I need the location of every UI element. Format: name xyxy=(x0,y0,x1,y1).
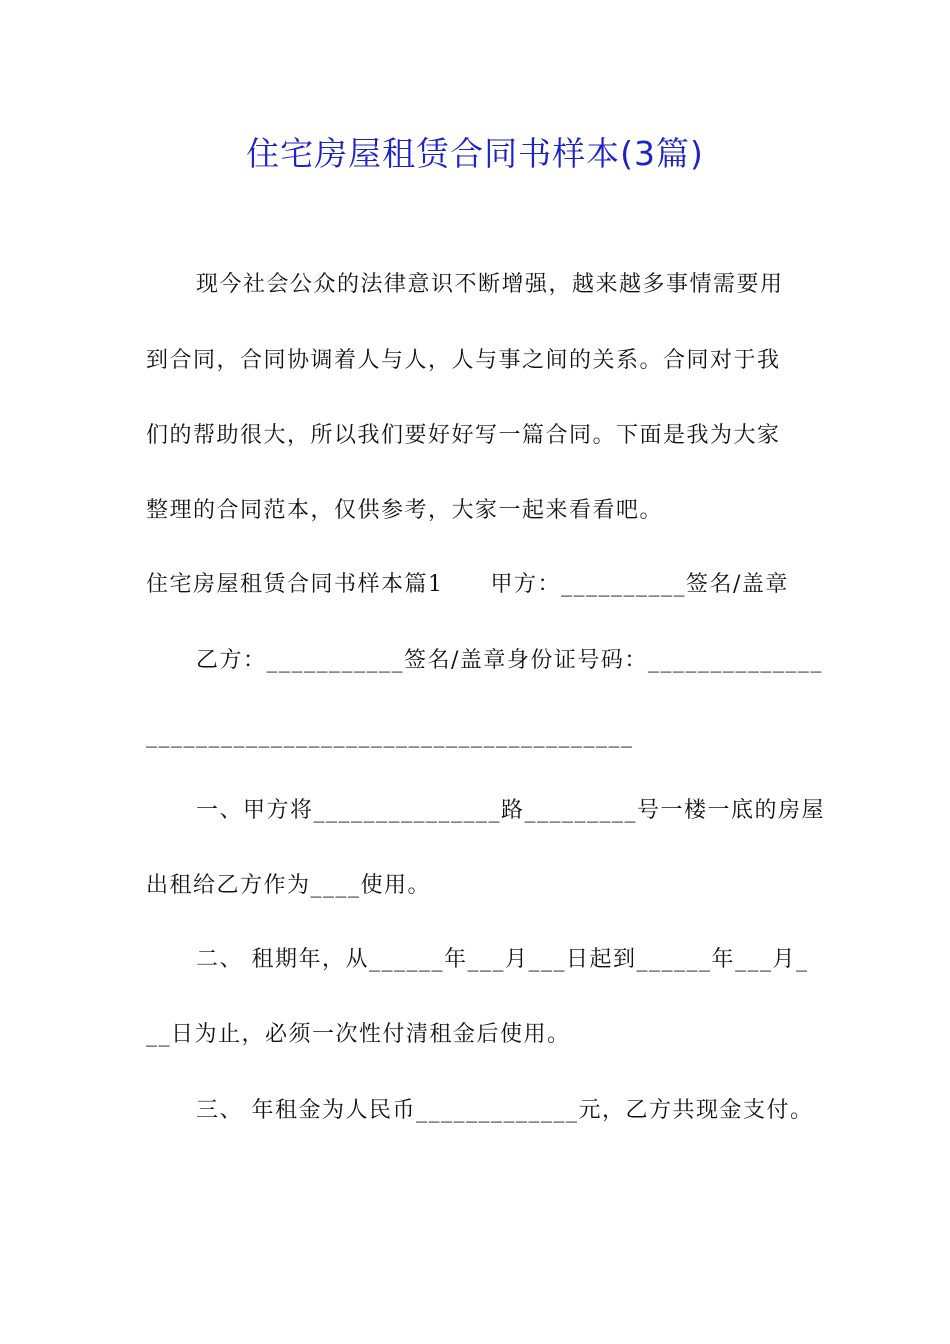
party-b-line: 乙方：___________签名/盖章身份证号码：______________ xyxy=(196,648,823,673)
clause-1-line-2: 出租给乙方作为____使用。 xyxy=(146,873,432,898)
clause-1-line-1: 一、甲方将_______________路_________号一楼一底的房屋 xyxy=(196,798,826,823)
intro-line-2: 到合同，合同协调着人与人，人与事之间的关系。合同对于我 xyxy=(146,348,781,373)
intro-line-4: 整理的合同范本，仅供参考，大家一起来看看吧。 xyxy=(146,498,664,523)
clause-3-line-1: 三、 年租金为人民币_____________元，乙方共现金支付。 xyxy=(196,1098,814,1123)
intro-line-1: 现今社会公众的法律意识不断增强，越来越多事情需要用 xyxy=(196,272,784,297)
clause-2-line-1: 二、 租期年，从______年___月___日起到______年___月_ xyxy=(196,947,809,972)
clause-2-line-2: __日为止，必须一次性付清租金后使用。 xyxy=(146,1022,571,1047)
intro-line-3: 们的帮助很大，所以我们要好好写一篇合同。下面是我为大家 xyxy=(146,423,781,448)
document-title: 住宅房屋租赁合同书样本(3篇) xyxy=(246,134,704,173)
blank-line: _______________________________________ xyxy=(146,723,634,748)
section-heading-party-a: 住宅房屋租赁合同书样本篇1 甲方：__________签名/盖章 xyxy=(146,572,789,597)
